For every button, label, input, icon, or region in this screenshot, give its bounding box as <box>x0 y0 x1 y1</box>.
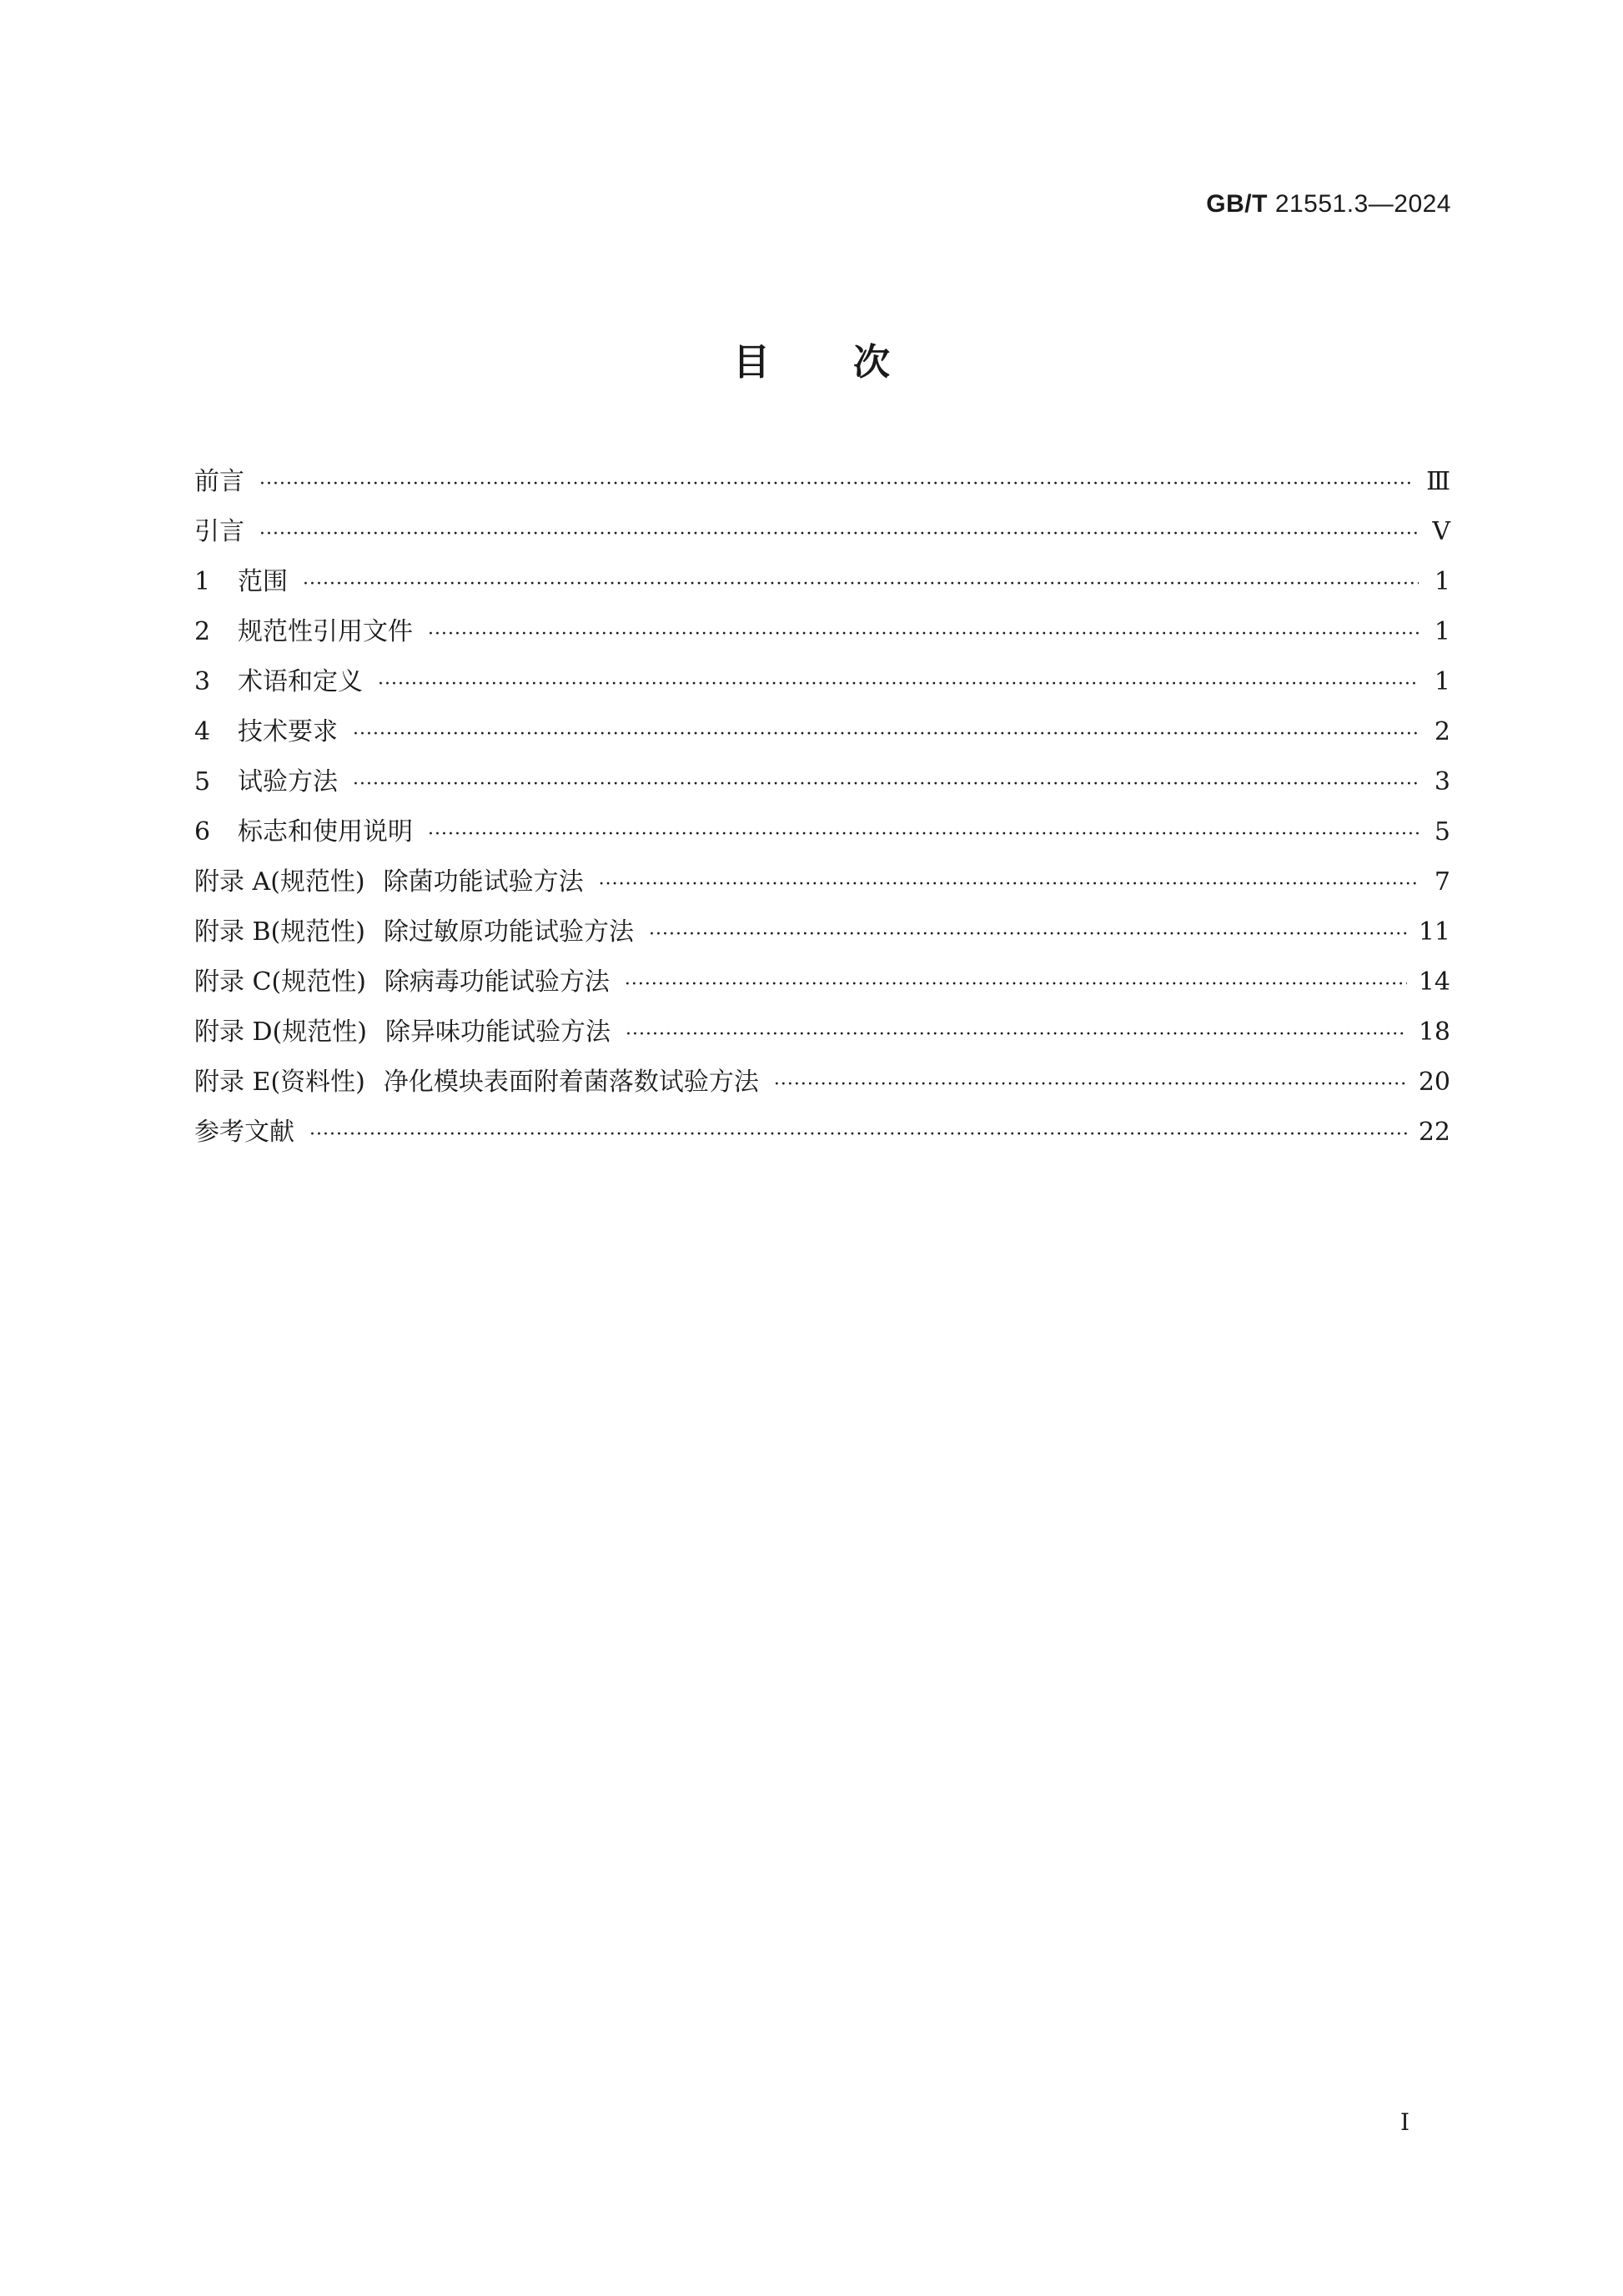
toc-annex-type: (规范性) <box>271 967 366 997</box>
toc-section-number: 2 <box>194 617 211 646</box>
page-title: 目次 <box>733 341 973 384</box>
toc-entry-label: 前言 <box>194 467 244 496</box>
toc-page-number: 11 <box>1418 917 1450 947</box>
toc-leader-dots <box>353 760 1419 810</box>
toc-entry-label: 6 标志和使用说明 <box>194 807 413 857</box>
toc-page-number: 3 <box>1434 767 1450 796</box>
toc-leader-dots <box>625 960 1407 1010</box>
toc-leader-dots <box>599 860 1419 910</box>
toc-entry-section-4[interactable] <box>194 707 1450 757</box>
toc-leader-dots <box>259 510 1419 560</box>
standard-number: 21551.3—2024 <box>1274 190 1451 218</box>
toc-entry-preface[interactable] <box>194 457 1450 507</box>
toc-section-number: 1 <box>194 567 211 596</box>
toc-annex-number: 附录 D <box>194 1017 273 1047</box>
toc-page-number: 7 <box>1434 867 1450 897</box>
toc-entry-introduction[interactable] <box>194 507 1450 557</box>
toc-entry-section-3[interactable] <box>194 657 1450 707</box>
toc-entry-section-5[interactable] <box>194 757 1450 807</box>
toc-annex-number: 附录 C <box>194 967 272 997</box>
toc-annex-type: (规范性) <box>270 917 366 947</box>
toc-section-number: 3 <box>194 667 211 696</box>
toc-leader-dots <box>774 1060 1407 1110</box>
toc-page-number: 1 <box>1434 667 1450 696</box>
toc-page-number: Ⅴ <box>1432 517 1450 546</box>
toc-entry-section-1[interactable] <box>194 557 1450 607</box>
toc-page-number: 1 <box>1434 617 1450 646</box>
toc-section-number: 4 <box>194 717 211 746</box>
toc-entry-label: 附录 A(规范性) 除菌功能试验方法 <box>194 867 584 897</box>
toc-leader-dots <box>353 710 1419 760</box>
toc-annex-number: 附录 A <box>194 867 271 897</box>
toc-leader-dots <box>259 460 1414 510</box>
toc-leader-dots <box>649 910 1407 960</box>
toc-leader-dots <box>428 810 1419 860</box>
toc-annex-number: 附录 E <box>194 1068 271 1097</box>
toc-page-number: 22 <box>1418 1118 1450 1147</box>
toc-page-number: 2 <box>1434 717 1450 746</box>
toc-annex-type: (规范性) <box>270 867 365 897</box>
toc-leader-dots <box>428 610 1419 660</box>
toc-leader-dots <box>378 660 1419 710</box>
toc-annex-number: 附录 B <box>194 917 271 947</box>
toc-entry-section-6[interactable] <box>194 807 1450 857</box>
toc-entry-label: 引言 <box>194 517 244 546</box>
toc-entry-label: 附录 E(资料性) 净化模块表面附着菌落数试验方法 <box>194 1068 759 1097</box>
toc-entry-bibliography[interactable] <box>194 1108 1450 1158</box>
toc-entry-annex-d[interactable] <box>194 1007 1450 1058</box>
standard-prefix: GB/T <box>1206 190 1268 218</box>
toc-leader-dots <box>309 1110 1407 1160</box>
toc-entry-annex-c[interactable] <box>194 957 1450 1007</box>
toc-page-number: 1 <box>1434 567 1450 596</box>
toc-entry-label: 附录 D(规范性) 除异味功能试验方法 <box>194 1017 611 1047</box>
toc-section-number: 5 <box>194 767 211 796</box>
toc-entry-section-2[interactable] <box>194 607 1450 657</box>
toc-page-number: 5 <box>1434 817 1450 847</box>
toc-entry-label: 2 规范性引用文件 <box>194 607 413 657</box>
toc-annex-type: (资料性) <box>270 1068 365 1097</box>
standard-code <box>1206 190 1451 219</box>
toc-entry-label: 参考文献 <box>194 1118 294 1147</box>
toc-page-number: 14 <box>1418 967 1450 997</box>
toc-leader-dots <box>626 1010 1407 1060</box>
toc-page-number: 20 <box>1418 1068 1450 1097</box>
toc-entry-label: 3 术语和定义 <box>194 657 363 707</box>
toc-entry-label: 5 试验方法 <box>194 757 338 807</box>
toc-entry-annex-a[interactable] <box>194 857 1450 907</box>
toc-entry-annex-e[interactable] <box>194 1058 1450 1108</box>
page-number: I <box>1399 2108 1409 2136</box>
toc-entry-label: 1 范围 <box>194 557 288 607</box>
toc-entry-label: 附录 B(规范性) 除过敏原功能试验方法 <box>194 917 635 947</box>
toc-leader-dots <box>303 560 1419 610</box>
toc-annex-type: (规范性) <box>272 1017 368 1047</box>
toc-entry-label: 附录 C(规范性) 除病毒功能试验方法 <box>194 967 610 997</box>
toc-page-number: 18 <box>1418 1017 1450 1047</box>
toc-entry-label: 4 技术要求 <box>194 707 338 757</box>
toc-entry-annex-b[interactable] <box>194 907 1450 957</box>
toc-page-number: Ⅲ <box>1426 467 1450 496</box>
table-of-contents <box>194 457 1450 1158</box>
toc-section-number: 6 <box>194 817 211 847</box>
